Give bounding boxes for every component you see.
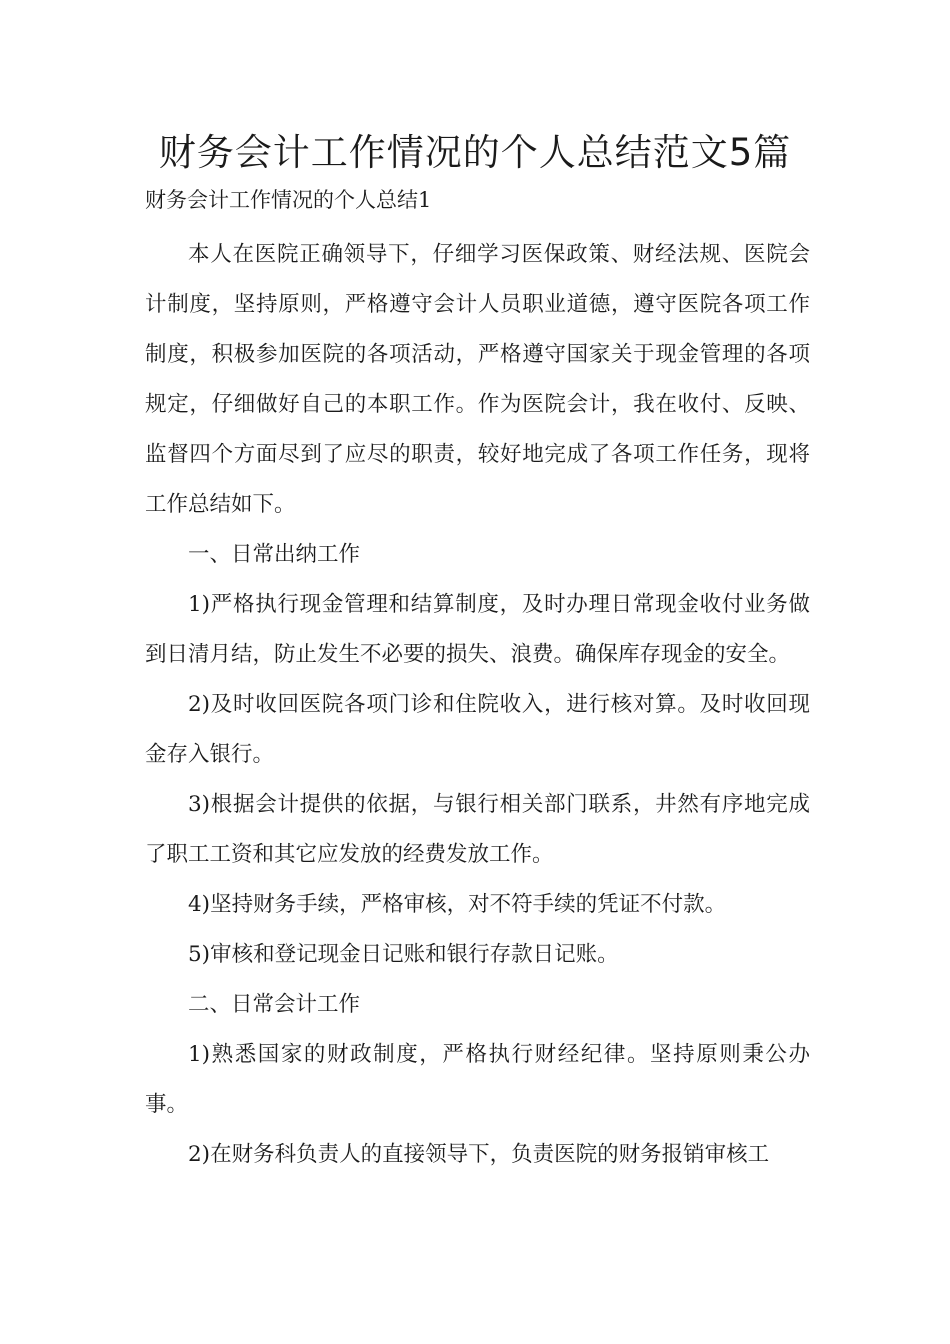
section-subtitle: 财务会计工作情况的个人总结1: [145, 188, 432, 212]
paragraph-cashier-5: 5)审核和登记现金日记账和银行存款日记账。: [188, 942, 619, 967]
document-title: 财务会计工作情况的个人总结范文5篇: [158, 131, 792, 174]
paragraph-accounting-2: 2)在财务科负责人的直接领导下，负责医院的财务报销审核工: [188, 1142, 770, 1167]
paragraph-cashier-1: 1)严格执行现金管理和结算制度，及时办理日常现金收付业务做到日清月结，防止发生不必要的损失、浪费。确保库存现金的安全。: [145, 592, 810, 667]
document-body: [145, 230, 810, 1180]
heading-accounting-work: 二、日常会计工作: [188, 992, 361, 1017]
paragraph-cashier-4: 4)坚持财务手续，严格审核，对不符手续的凭证不付款。: [188, 892, 727, 917]
paragraph-cashier-2: 2)及时收回医院各项门诊和住院收入，进行核对算。及时收回现金存入银行。: [145, 692, 810, 767]
heading-cashier-work: 一、日常出纳工作: [188, 542, 361, 567]
paragraph-accounting-1: 1)熟悉国家的财政制度，严格执行财经纪律。坚持原则秉公办事。: [145, 1042, 810, 1117]
paragraph-cashier-3: 3)根据会计提供的依据，与银行相关部门联系，井然有序地完成了职工工资和其它应发放的经费发放工作。: [145, 792, 810, 867]
paragraph-intro: 本人在医院正确领导下，仔细学习医保政策、财经法规、医院会计制度，坚持原则，严格遵守会计人员职业道德，遵守医院各项工作制度，积极参加医院的各项活动，严格遵守国家关于现金管理的各项规定，仔细做好自己的本职工作。作为医院会计，我在收付、反映、监督四个方面尽到了应尽的职责，较好地完成了各项工作任务，现将工作总结如下。: [145, 242, 810, 517]
